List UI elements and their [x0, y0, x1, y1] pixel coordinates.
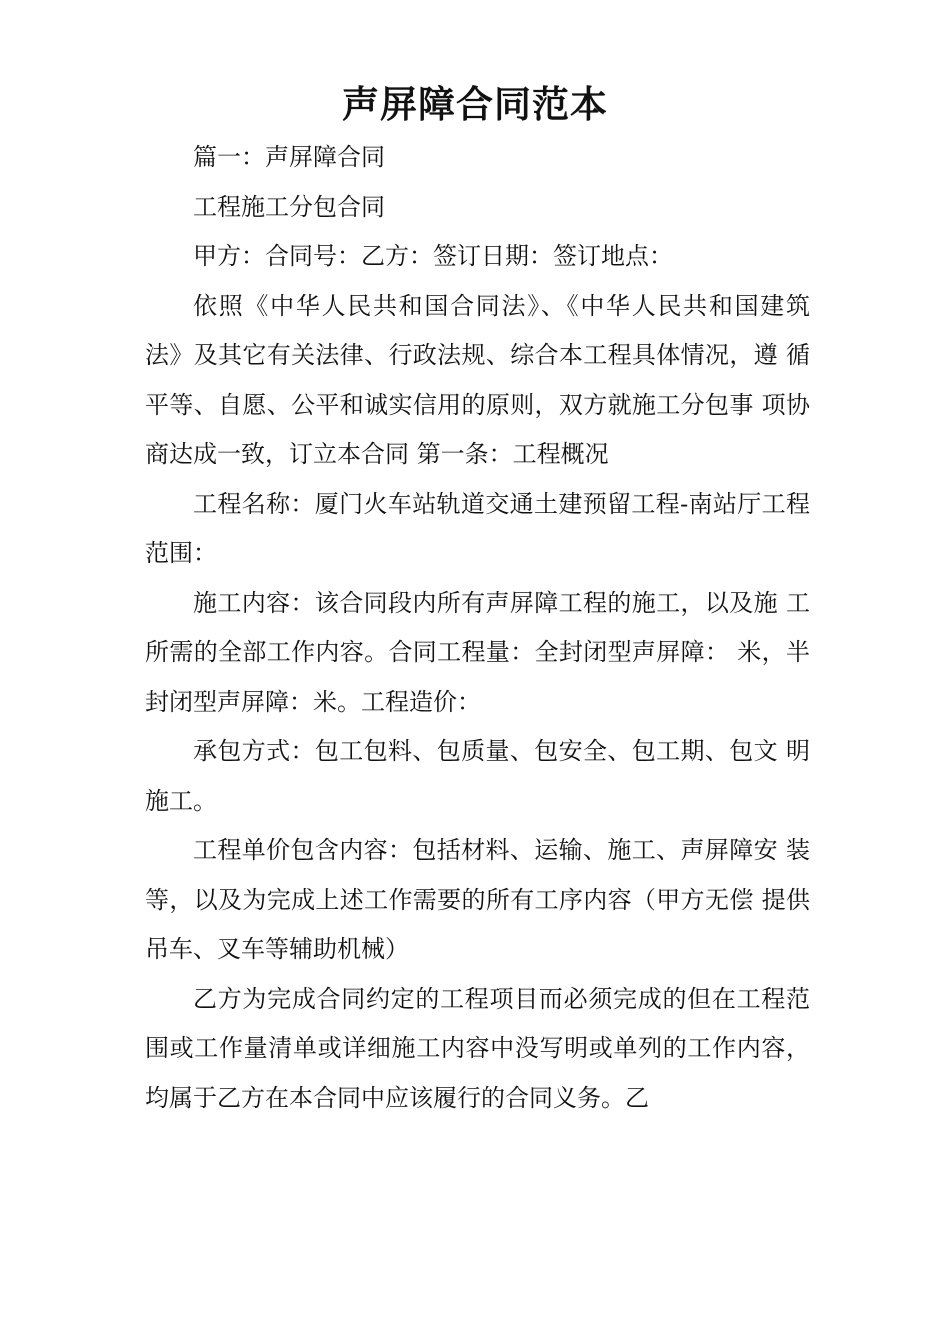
paragraph-contract-name: 工程施工分包合同: [193, 192, 385, 221]
document-title: 声屏障合同范本: [342, 82, 608, 126]
document-body: [145, 133, 818, 1123]
paragraph-project-name: 工程名称：厦门火车站轨道交通土建预留工程-南站厅工程范围：: [145, 489, 810, 567]
paragraph-obligations: 乙方为完成合同约定的工程项目而必须完成的但在工程范围或工作量清单或详细施工内容中没写明或单列的工作内容，均属于乙方在本合同中应该履行的合同义务。乙: [145, 984, 810, 1112]
paragraph-legal-basis: 依照《中华人民共和国合同法》、《中华人民共和国建筑 法》及其它有关法律、行政法规、综合本工程具体情况，遵 循平等、自愿、公平和诚实信用的原则，双方就施工分包事 项协商达成一致，订立本合同 第一条：工程概况: [145, 291, 818, 468]
paragraph-section-heading: 篇一：声屏障合同: [193, 143, 385, 171]
paragraph-contract-method: 承包方式：包工包料、包质量、包安全、包工期、包文 明施工。: [145, 737, 810, 815]
paragraph-unit-price: 工程单价包含内容：包括材料、运输、施工、声屏障安 装等，以及为完成上述工作需要的所有工序内容（甲方无偿 提供吊车、叉车等辅助机械）: [145, 836, 810, 963]
paragraph-parties: 甲方：合同号：乙方：签订日期：签订地点：: [193, 242, 673, 270]
paragraph-work-content: 施工内容：该合同段内所有声屏障工程的施工，以及施 工所需的全部工作内容。合同工程量：全封闭型声屏障： 米，半封闭型声屏障：米。工程造价：: [145, 588, 810, 716]
